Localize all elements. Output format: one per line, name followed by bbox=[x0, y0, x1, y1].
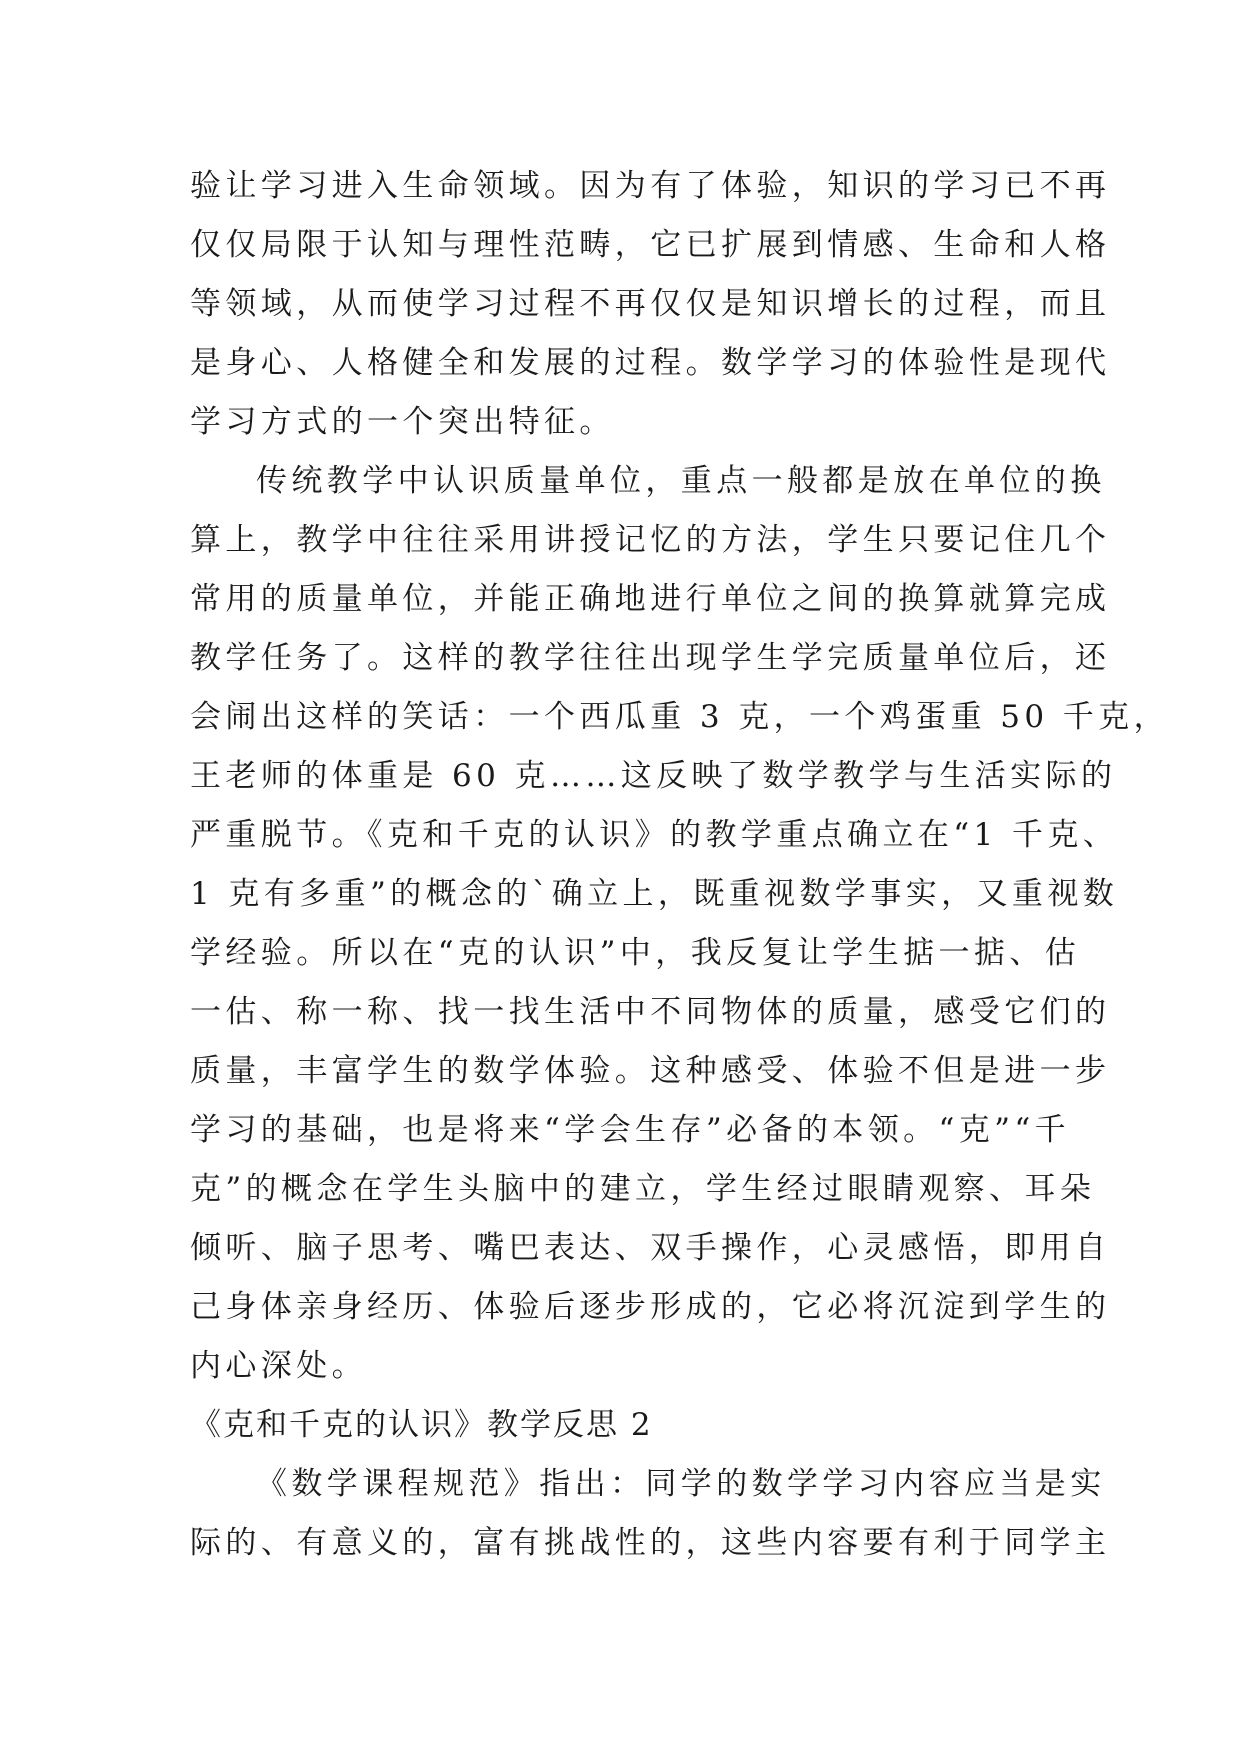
text-line: 1 克有多重”的概念的`确立上，既重视数学事实，又重视数 bbox=[190, 876, 1119, 912]
text-line: 验让学习进入生命领域。因为有了体验，知识的学习已不再 bbox=[190, 168, 1111, 204]
text-line: 内心深处。 bbox=[190, 1348, 367, 1384]
text-line: 会闹出这样的笑话：一个西瓜重 3 克，一个鸡蛋重 50 千克， bbox=[190, 699, 1169, 735]
text-line: 倾听、脑子思考、嘴巴表达、双手操作，心灵感悟，即用自 bbox=[190, 1230, 1111, 1266]
section-heading: 《克和千克的认识》教学反思 2 bbox=[190, 1407, 653, 1443]
text-line: 教学任务了。这样的教学往往出现学生学完质量单位后，还 bbox=[190, 640, 1111, 676]
text-line: 己身体亲身经历、体验后逐步形成的，它必将沉淀到学生的 bbox=[190, 1289, 1111, 1325]
text-line: 常用的质量单位，并能正确地进行单位之间的换算就算完成 bbox=[190, 581, 1111, 617]
text-line: 等领域，从而使学习过程不再仅仅是知识增长的过程，而且 bbox=[190, 286, 1111, 322]
text-line: 学习的基础，也是将来“学会生存”必备的本领。“克”“千 bbox=[190, 1112, 1071, 1148]
text-line: 学习方式的一个突出特征。 bbox=[190, 404, 615, 440]
text-line: 克”的概念在学生头脑中的建立，学生经过眼睛观察、耳朵 bbox=[190, 1171, 1096, 1207]
text-line: 是身心、人格健全和发展的过程。数学学习的体验性是现代 bbox=[190, 345, 1111, 381]
text-line: 学经验。所以在“克的认识”中，我反复让学生掂一掂、估 bbox=[190, 935, 1081, 971]
text-line: 质量，丰富学生的数学体验。这种感受、体验不但是进一步 bbox=[190, 1053, 1111, 1089]
text-line: 王老师的体重是 60 克……这反映了数学教学与生活实际的 bbox=[190, 758, 1117, 794]
text-line: 仅仅局限于认知与理性范畴，它已扩展到情感、生命和人格 bbox=[190, 227, 1111, 263]
document-body bbox=[190, 157, 1169, 1573]
text-line: 算上，教学中往往采用讲授记忆的方法，学生只要记住几个 bbox=[190, 522, 1111, 558]
paragraph-3 bbox=[190, 1455, 1111, 1573]
text-line: 严重脱节。《克和千克的认识》的教学重点确立在“1 千克、 bbox=[190, 817, 1119, 853]
text-line: 一估、称一称、找一找生活中不同物体的质量，感受它们的 bbox=[190, 994, 1111, 1030]
paragraph-2 bbox=[190, 452, 1169, 1396]
text-line: 《数学课程规范》指出：同学的数学学习内容应当是实 bbox=[256, 1466, 1106, 1502]
text-line: 际的、有意义的，富有挑战性的，这些内容要有利于同学主 bbox=[190, 1525, 1111, 1561]
paragraph-1 bbox=[190, 157, 1111, 452]
text-line: 传统教学中认识质量单位，重点一般都是放在单位的换 bbox=[256, 463, 1106, 499]
